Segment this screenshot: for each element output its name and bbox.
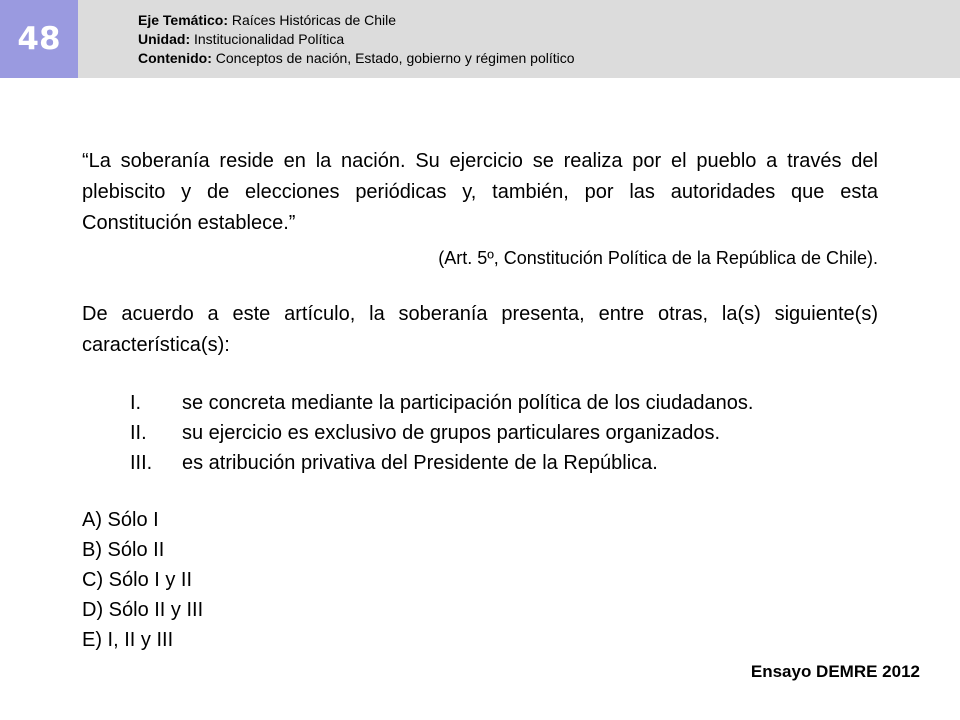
eje-label: Eje Temático:: [138, 12, 228, 28]
answer-option-e: E) I, II y III: [82, 629, 174, 651]
statement-item: [130, 418, 910, 448]
question-number: 48: [17, 21, 61, 57]
answer-option-d: D) Sólo II y III: [82, 599, 204, 621]
statement-number: I.: [130, 392, 142, 414]
answer-option-c: C) Sólo I y II: [82, 569, 193, 591]
constitution-quote: “La soberanía reside en la nación. Su ejercicio se realiza por el pueblo a través del plebiscito y de elecciones periódicas y, también, por las autoridades que esta Constitución establece.”: [82, 150, 878, 234]
statement-item: [130, 448, 910, 478]
contenido-label: Contenido:: [138, 50, 212, 66]
statement-item: [130, 388, 910, 418]
statement-text: se concreta mediante la participación política de los ciudadanos.: [182, 392, 754, 414]
eje-value: Raíces Históricas de Chile: [231, 12, 397, 28]
answer-options: [82, 505, 203, 655]
unidad-label: Unidad:: [138, 31, 191, 47]
statement-number: III.: [130, 452, 153, 474]
unidad-line: [138, 30, 575, 49]
eje-tematico-line: [138, 11, 575, 30]
contenido-line: [138, 49, 575, 68]
contenido-value: Conceptos de nación, Estado, gobierno y régimen político: [215, 50, 575, 66]
unidad-value: Institucionalidad Política: [194, 31, 345, 47]
quote-citation: (Art. 5º, Constitución Política de la República de Chile).: [438, 248, 878, 268]
source-label: Ensayo DEMRE 2012: [750, 662, 920, 681]
question-metadata: [138, 11, 575, 68]
answer-option-a: A) Sólo I: [82, 509, 159, 531]
answer-option-b: B) Sólo II: [82, 539, 165, 561]
statement-text: es atribución privativa del Presidente de la República.: [182, 452, 658, 474]
statement-text: su ejercicio es exclusivo de grupos particulares organizados.: [182, 422, 721, 444]
statement-number: II.: [130, 422, 147, 444]
question-number-badge: [0, 0, 78, 78]
question-stem: De acuerdo a este artículo, la soberanía presenta, entre otras, la(s) siguiente(s) característica(s):: [82, 303, 878, 356]
statement-list: [130, 388, 910, 478]
